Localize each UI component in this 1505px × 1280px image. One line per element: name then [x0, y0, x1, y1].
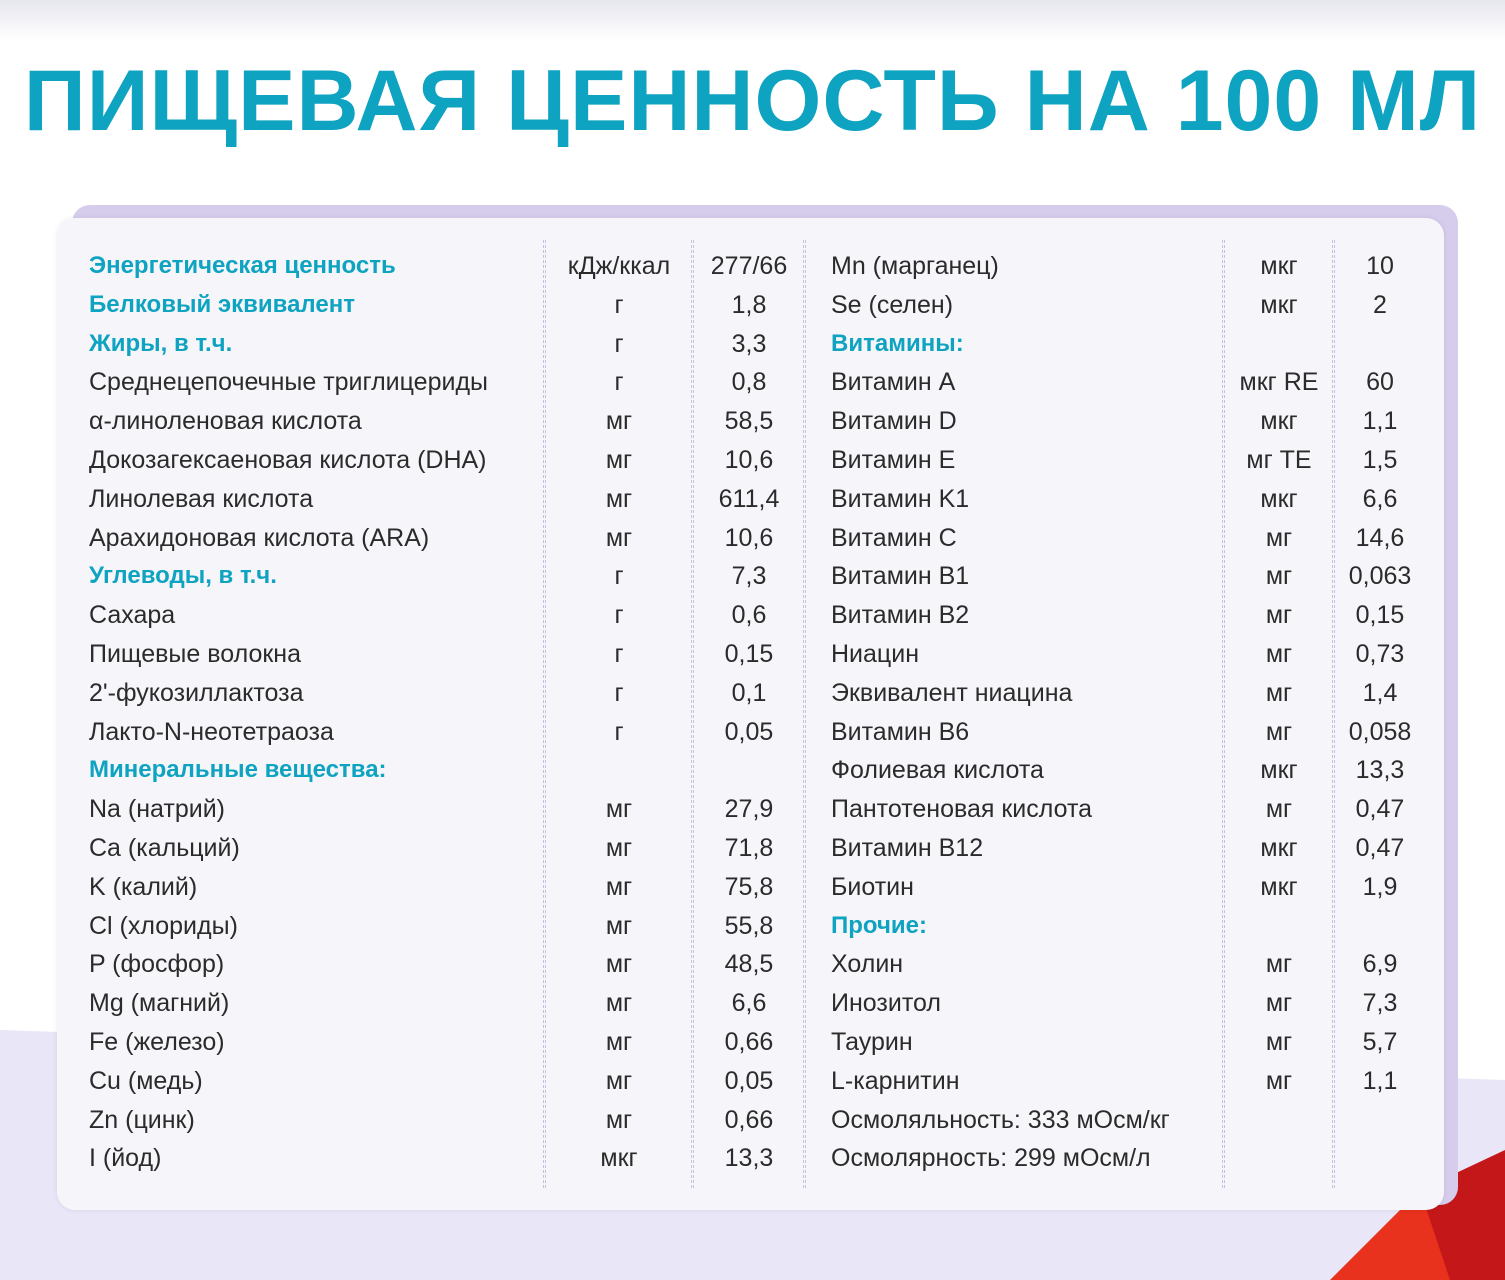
left-name-cell: Mg (магний)	[89, 989, 230, 1018]
right-unit-cell: мг	[1265, 1066, 1293, 1095]
right-value-cell: 7,3	[1362, 989, 1398, 1018]
right-name-cell: Se (селен)	[831, 290, 954, 319]
left-unit-cell: мг	[605, 484, 633, 513]
left-name-cell: P (фосфор)	[89, 950, 225, 979]
left-name-cell: 2'-фукозиллактоза	[89, 678, 304, 707]
left-unit-cell: кДж/ккал	[567, 252, 671, 280]
left-name-cell: Ca (кальций)	[89, 833, 240, 862]
right-unit-cell: мг	[1265, 523, 1293, 552]
right-units-column	[1228, 247, 1330, 1178]
left-value-cell: 0,6	[731, 601, 767, 630]
right-unit-cell: мг	[1265, 601, 1293, 630]
left-unit-cell: мг	[605, 1105, 633, 1134]
right-value-cell: 6,6	[1362, 484, 1398, 513]
right-unit-cell: мкг	[1260, 872, 1298, 901]
left-name-cell: Линолевая кислота	[89, 484, 314, 513]
right-name-cell: Осмоляльность: 333 мОсм/кг	[831, 1105, 1170, 1134]
right-unit-cell: мг	[1265, 1027, 1293, 1056]
column-divider	[691, 240, 694, 1188]
right-value-cell: 6,9	[1362, 950, 1398, 979]
right-unit-cell: мг	[1265, 989, 1293, 1018]
right-unit-cell: мкг RE	[1239, 368, 1319, 397]
right-name-cell: Витамин C	[831, 523, 957, 552]
left-name-cell: Докозагексаеновая кислота (DHA)	[89, 445, 487, 474]
left-value-cell: 277/66	[710, 252, 788, 280]
left-unit-cell: мг	[605, 911, 633, 940]
left-name-cell: Минеральные вещества:	[89, 756, 387, 784]
left-value-cell: 0,05	[724, 1066, 774, 1095]
right-name-cell: Инозитол	[831, 989, 941, 1018]
right-value-cell	[1338, 907, 1422, 946]
right-name-cell: Прочие:	[831, 911, 927, 939]
right-value-cell: 0,15	[1355, 601, 1405, 630]
right-unit-cell: мг	[1265, 950, 1293, 979]
right-value-cell	[1338, 325, 1422, 364]
left-name-cell: Лакто-N-неотетраоза	[89, 717, 334, 746]
left-unit-cell	[549, 751, 689, 790]
left-unit-cell: г	[614, 678, 624, 707]
left-value-cell: 10,6	[724, 445, 774, 474]
right-name-cell: Фолиевая кислота	[831, 756, 1044, 785]
left-value-cell: 13,3	[724, 1144, 774, 1173]
right-name-cell: Витамин K1	[831, 484, 970, 513]
right-value-cell: 1,5	[1362, 445, 1398, 474]
left-unit-cell: мг	[605, 1066, 633, 1095]
right-value-cell: 0,73	[1355, 639, 1405, 668]
right-value-cell	[1338, 1139, 1422, 1178]
right-unit-cell: мкг	[1260, 290, 1298, 319]
left-name-cell: Среднецепочечные триглицериды	[89, 368, 488, 397]
left-unit-cell: г	[614, 329, 624, 358]
left-name-cell: Fe (железо)	[89, 1027, 225, 1056]
right-values-column	[1338, 247, 1422, 1178]
left-value-cell: 71,8	[724, 833, 774, 862]
left-name-cell: Белковый эквивалент	[89, 290, 355, 318]
left-unit-cell: мг	[605, 523, 633, 552]
left-value-cell: 10,6	[724, 523, 774, 552]
left-unit-cell: г	[614, 717, 624, 746]
page-title: ПИЩЕВАЯ ЦЕННОСТЬ НА 100 МЛ	[23, 53, 1482, 149]
left-name-cell: Углеводы, в т.ч.	[89, 562, 277, 590]
right-name-cell: Пантотеновая кислота	[831, 795, 1093, 824]
right-value-cell: 10	[1366, 252, 1394, 280]
left-value-cell: 0,05	[724, 717, 774, 746]
right-unit-cell	[1228, 907, 1330, 946]
left-value-cell	[697, 751, 801, 790]
left-value-cell: 58,5	[724, 407, 774, 436]
right-value-cell: 1,9	[1362, 872, 1398, 901]
left-unit-cell: мг	[605, 989, 633, 1018]
left-unit-cell: мг	[605, 872, 633, 901]
left-value-cell: 6,6	[731, 989, 767, 1018]
left-name-cell: Сахара	[89, 601, 176, 630]
right-name-cell: Таурин	[831, 1027, 913, 1056]
left-name-cell: Пищевые волокна	[89, 639, 301, 668]
right-name-cell: Холин	[831, 950, 904, 979]
left-value-cell: 0,15	[724, 639, 774, 668]
left-value-cell: 0,1	[731, 678, 767, 707]
left-name-cell: Энергетическая ценность	[89, 252, 396, 279]
right-value-cell: 0,063	[1348, 562, 1412, 591]
right-value-cell: 0,47	[1355, 795, 1405, 824]
left-value-cell: 27,9	[724, 795, 774, 824]
left-name-cell: Жиры, в т.ч.	[89, 329, 233, 357]
left-value-cell: 7,3	[731, 562, 767, 591]
column-divider	[543, 240, 546, 1188]
left-unit-cell: мг	[605, 950, 633, 979]
left-name-cell: Cu (медь)	[89, 1066, 203, 1095]
right-unit-cell: мкг	[1260, 484, 1298, 513]
left-value-cell: 55,8	[724, 911, 774, 940]
left-unit-cell: мг	[605, 795, 633, 824]
right-name-cell: L-карнитин	[831, 1066, 960, 1095]
left-name-cell: Zn (цинк)	[89, 1105, 195, 1134]
right-value-cell: 0,47	[1355, 833, 1405, 862]
right-value-cell: 0,058	[1348, 717, 1412, 746]
right-unit-cell: мг	[1265, 562, 1293, 591]
right-value-cell: 13,3	[1355, 756, 1405, 785]
right-unit-cell: мг	[1265, 717, 1293, 746]
right-unit-cell: мкг	[1260, 252, 1298, 280]
right-value-cell: 1,4	[1362, 678, 1398, 707]
right-name-cell: Витамин B1	[831, 562, 970, 591]
left-unit-cell: мг	[605, 407, 633, 436]
right-name-cell: Витамины:	[831, 329, 964, 357]
right-names-column	[831, 247, 1221, 1178]
right-unit-cell: мкг	[1260, 833, 1298, 862]
left-name-cell: α-линоленовая кислота	[89, 407, 362, 436]
right-unit-cell: мг TE	[1246, 445, 1312, 474]
left-names-column	[89, 247, 541, 1178]
right-unit-cell: мкг	[1260, 756, 1298, 785]
left-values-column	[697, 247, 801, 1178]
left-value-cell: 611,4	[718, 484, 780, 513]
left-unit-cell: г	[614, 290, 624, 319]
right-value-cell: 5,7	[1362, 1027, 1398, 1056]
column-divider	[1332, 240, 1335, 1188]
left-value-cell: 0,66	[724, 1027, 774, 1056]
left-unit-cell: г	[614, 639, 624, 668]
right-unit-cell	[1228, 1101, 1330, 1140]
right-value-cell	[1338, 1101, 1422, 1140]
left-name-cell: Na (натрий)	[89, 795, 225, 824]
right-value-cell: 14,6	[1355, 523, 1405, 552]
left-value-cell: 0,66	[724, 1105, 774, 1134]
left-unit-cell: г	[614, 601, 624, 630]
right-name-cell: Витамин B12	[831, 833, 984, 862]
left-unit-cell: мг	[605, 445, 633, 474]
right-unit-cell	[1228, 325, 1330, 364]
left-value-cell: 3,3	[731, 329, 767, 358]
right-value-cell: 2	[1373, 290, 1387, 319]
right-unit-cell	[1228, 1139, 1330, 1178]
left-name-cell: K (калий)	[89, 872, 198, 901]
left-name-cell: Арахидоновая кислота (ARA)	[89, 523, 430, 552]
right-unit-cell: мг	[1265, 678, 1293, 707]
left-value-cell: 0,8	[731, 368, 767, 397]
left-name-cell: I (йод)	[89, 1144, 162, 1173]
right-unit-cell: мкг	[1260, 407, 1298, 436]
background-top	[0, 0, 1505, 40]
right-unit-cell: мг	[1265, 639, 1293, 668]
column-divider	[803, 240, 806, 1188]
left-unit-cell: мкг	[600, 1144, 638, 1173]
left-value-cell: 75,8	[724, 872, 774, 901]
left-unit-cell: мг	[605, 833, 633, 862]
left-unit-cell: г	[614, 562, 624, 591]
right-name-cell: Ниацин	[831, 639, 920, 668]
left-name-cell: Cl (хлориды)	[89, 911, 238, 940]
right-name-cell: Осмолярность: 299 мОсм/л	[831, 1144, 1151, 1173]
left-unit-cell: мг	[605, 1027, 633, 1056]
right-value-cell: 1,1	[1362, 1066, 1398, 1095]
right-name-cell: Витамин E	[831, 445, 956, 474]
right-name-cell: Витамин B2	[831, 601, 970, 630]
right-name-cell: Эквивалент ниацина	[831, 678, 1073, 707]
right-name-cell: Mn (марганец)	[831, 252, 999, 280]
right-value-cell: 60	[1366, 368, 1394, 397]
right-name-cell: Витамин D	[831, 407, 957, 436]
right-value-cell: 1,1	[1362, 407, 1398, 436]
right-name-cell: Витамин B6	[831, 717, 970, 746]
left-unit-cell: г	[614, 368, 624, 397]
right-name-cell: Витамин A	[831, 368, 956, 397]
right-name-cell: Биотин	[831, 872, 914, 901]
left-value-cell: 1,8	[731, 290, 767, 319]
right-unit-cell: мг	[1265, 795, 1293, 824]
left-units-column	[549, 247, 689, 1178]
left-value-cell: 48,5	[724, 950, 774, 979]
